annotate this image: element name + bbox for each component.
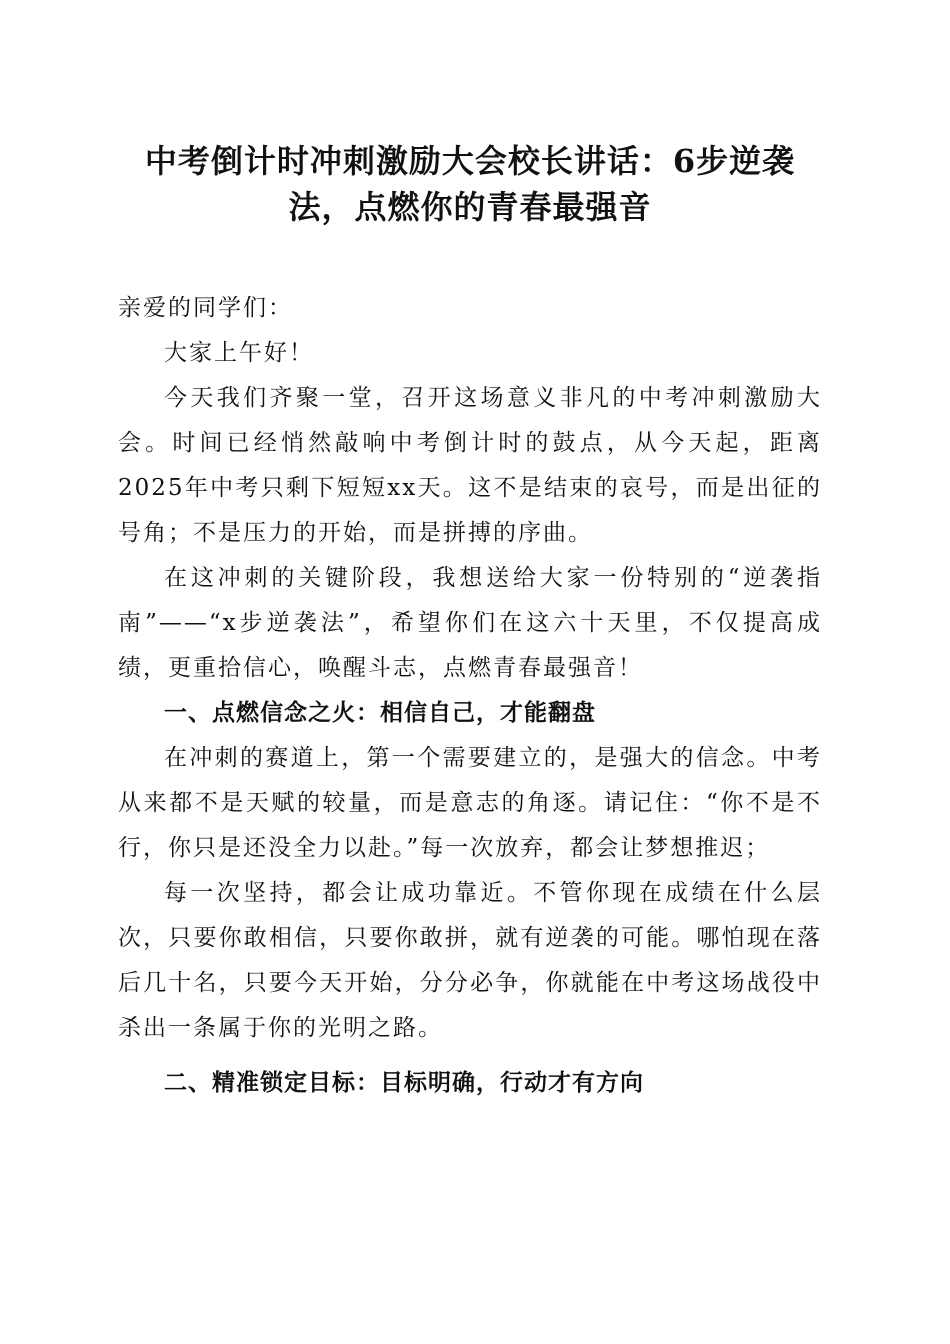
section-2-heading: 二、精准锁定目标：目标明确，行动才有方向 bbox=[164, 1070, 644, 1096]
greeting: 大家上午好！ bbox=[164, 340, 314, 366]
section-1-heading: 一、点燃信念之火：相信自己，才能翻盘 bbox=[164, 700, 596, 726]
document-title bbox=[118, 138, 822, 230]
intro-paragraph-1: 今天我们齐聚一堂，召开这场意义非凡的中考冲刺激励大会。时间已经悄然敲响中考倒计时的鼓点，从今天起，距离2025年中考只剩下短短xx天。这不是结束的哀号，而是出征的号角；不是压力的开始，而是拼搏的序曲。 bbox=[118, 385, 822, 546]
title-line-2: 法，点燃你的青春最强音 bbox=[288, 188, 652, 226]
section-1-paragraph-1: 在冲刺的赛道上，第一个需要建立的，是强大的信念。中考从来都不是天赋的较量，而是意志的角逐。请记住：“你不是不行，你只是还没全力以赴。”每一次放弃，都会让梦想推迟； bbox=[118, 745, 822, 861]
document-body bbox=[118, 286, 822, 1106]
salutation: 亲爱的同学们： bbox=[118, 295, 293, 321]
section-1-paragraph-2: 每一次坚持，都会让成功靠近。不管你现在成绩在什么层次，只要你敢相信，只要你敢拼，就有逆袭的可能。哪怕现在落后几十名，只要今天开始，分分必争，你就能在中考这场战役中杀出一条属于你的光明之路。 bbox=[118, 880, 822, 1041]
intro-paragraph-2: 在这冲刺的关键阶段，我想送给大家一份特别的“逆袭指南”——“x步逆袭法”，希望你们在这六十天里，不仅提高成绩，更重拾信心，唤醒斗志，点燃青春最强音！ bbox=[118, 565, 822, 681]
title-line-1: 中考倒计时冲刺激励大会校长讲话：6步逆袭 bbox=[144, 142, 796, 180]
